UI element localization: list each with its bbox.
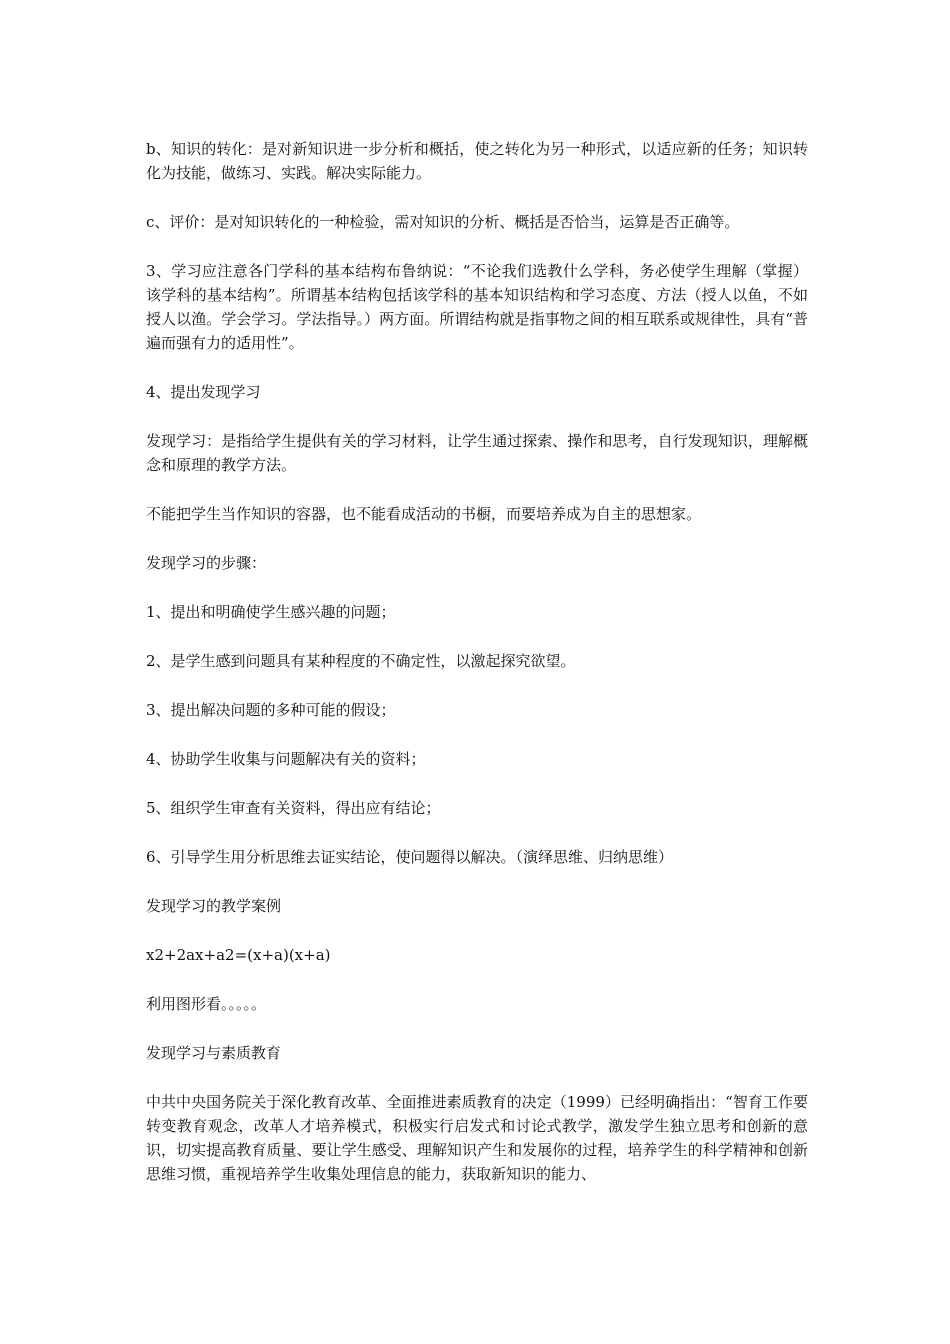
paragraph-discovery-definition: 发现学习：是指给学生提供有关的学习材料，让学生通过探索、操作和思考，自行发现知识，理解概念和原理的教学方法。	[146, 432, 808, 474]
step-item-3: 3、提出解决问题的多种可能的假设；	[146, 701, 396, 719]
heading-discovery-learning: 4、提出发现学习	[146, 383, 261, 401]
document-body	[146, 137, 808, 1211]
paragraph-knowledge-transformation: b、知识的转化：是对新知识进一步分析和概括，使之转化为另一种形式，以适应新的任务；知识转化为技能，做练习、实践。解决实际能力。	[146, 140, 808, 182]
step-item-4: 4、协助学生收集与问题解决有关的资料；	[146, 750, 426, 768]
paragraph-evaluation: c、评价：是对知识转化的一种检验，需对知识的分析、概括是否恰当，运算是否正确等。	[146, 213, 740, 231]
step-item-2: 2、是学生感到问题具有某种程度的不确定性，以激起探究欲望。	[146, 652, 576, 670]
step-item-1: 1、提出和明确使学生感兴趣的问题；	[146, 603, 396, 621]
paragraph-graph-note: 利用图形看。。。。。	[146, 995, 267, 1013]
heading-quality-education: 发现学习与素质教育	[146, 1044, 282, 1062]
step-item-5: 5、组织学生审查有关资料，得出应有结论；	[146, 799, 441, 817]
paragraph-student-thinker: 不能把学生当作知识的容器，也不能看成活动的书橱，而要培养成为自主的思想家。	[146, 505, 702, 523]
paragraph-central-decision: 中共中央国务院关于深化教育改革、全面推进素质教育的决定（1999）已经明确指出：“智育工作要转变教育观念，改革人才培养模式，积极实行启发式和讨论式教学，激发学生独立思考和创新的意识，切实提高教育质量、要让学生感受、理解知识产生和发展你的过程，培养学生的科学精神和创新思维习惯，重视培养学生收集处理信息的能力，获取新知识的能力、	[146, 1093, 808, 1183]
paragraph-subject-structure: 3、学习应注意各门学科的基本结构布鲁纳说：“不论我们选教什么学科，务必使学生理解（掌握）该学科的基本结构”。所谓基本结构包括该学科的基本知识结构和学习态度、方法（授人以鱼，不如授人以渔。学会学习。学法指导。）两方面。所谓结构就是指事物之间的相互联系或规律性，具有“普遍而强有力的适用性”。	[146, 262, 808, 352]
formula-line: x2+2ax+a2=(x+a)(x+a)	[146, 946, 331, 964]
step-item-6: 6、引导学生用分析思维去证实结论，使问题得以解决。（演绎思维、归纳思维）	[146, 848, 674, 866]
heading-discovery-steps: 发现学习的步骤：	[146, 554, 267, 572]
heading-teaching-case: 发现学习的教学案例	[146, 897, 282, 915]
